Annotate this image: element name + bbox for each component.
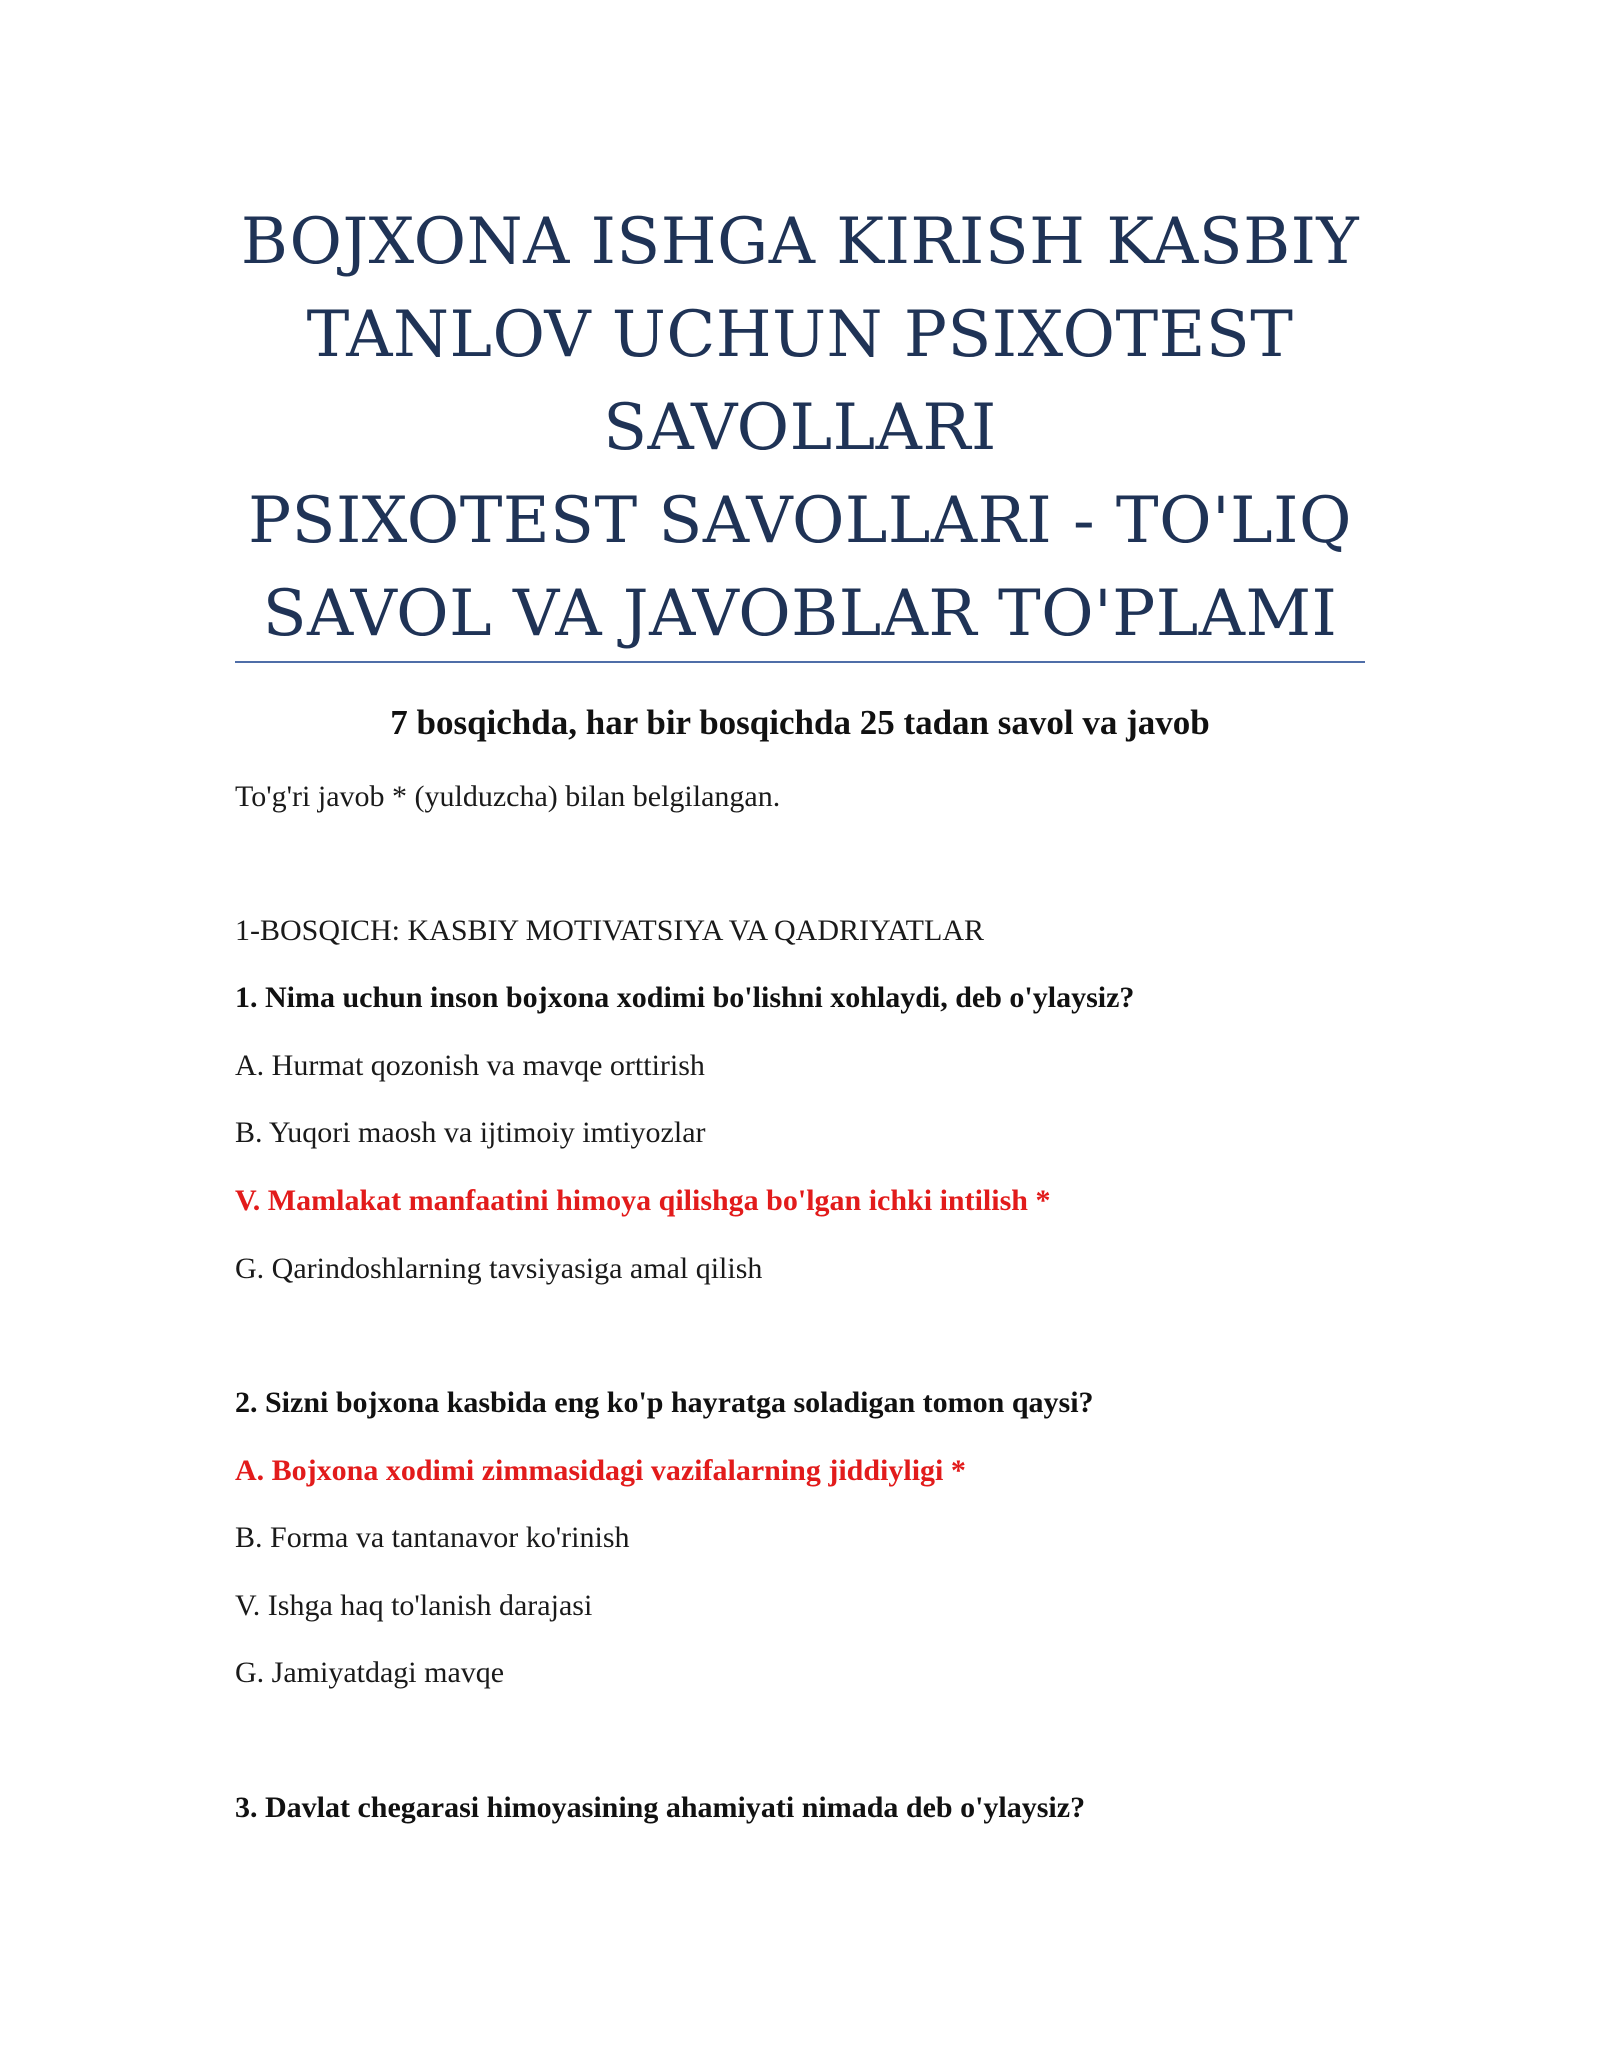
question-text: 2. Sizni bojxona kasbida eng ko'p hayratga soladigan tomon qaysi?: [235, 1386, 1094, 1419]
answer-key-note: To'g'ri javob * (yulduzcha) bilan belgilangan.: [235, 780, 781, 813]
answer-option: A. Hurmat qozonish va mavqe orttirish: [235, 1049, 705, 1082]
question-text: 3. Davlat chegarasi himoyasining ahamiyati nimada deb o'ylaysiz?: [235, 1791, 1086, 1824]
correct-answer-option: A. Bojxona xodimi zimmasidagi vazifalarning jiddiyligi *: [235, 1454, 966, 1487]
title-divider: [235, 661, 1365, 663]
title-line: BOJXONA ISHGA KIRISH KASBIY: [240, 205, 1360, 279]
title-line: TANLOV UCHUN PSIXOTEST: [306, 298, 1294, 372]
document-title: [235, 196, 1365, 661]
answer-option: G. Qarindoshlarning tavsiyasiga amal qilish: [235, 1252, 763, 1285]
answer-option: G. Jamiyatdagi mavqe: [235, 1656, 505, 1689]
answer-option: B. Yuqori maosh va ijtimoiy imtiyozlar: [235, 1116, 706, 1149]
title-line: SAVOL VA JAVOBLAR TO'PLAMI: [262, 577, 1338, 651]
title-line: PSIXOTEST SAVOLLARI - TO'LIQ: [248, 484, 1352, 558]
section-heading: 1-BOSQICH: KASBIY MOTIVATSIYA VA QADRIYATLAR: [235, 914, 984, 947]
answer-option: V. Ishga haq to'lanish darajasi: [235, 1589, 593, 1622]
answer-option: B. Forma va tantanavor ko'rinish: [235, 1521, 630, 1554]
title-line: SAVOLLARI: [603, 391, 997, 465]
question-text: 1. Nima uchun inson bojxona xodimi bo'lishni xohlaydi, deb o'ylaysiz?: [235, 981, 1135, 1014]
correct-answer-option: V. Mamlakat manfaatini himoya qilishga bo'lgan ichki intilish *: [235, 1184, 1051, 1217]
document-subtitle: 7 bosqichda, har bir bosqichda 25 tadan savol va javob: [390, 703, 1210, 742]
